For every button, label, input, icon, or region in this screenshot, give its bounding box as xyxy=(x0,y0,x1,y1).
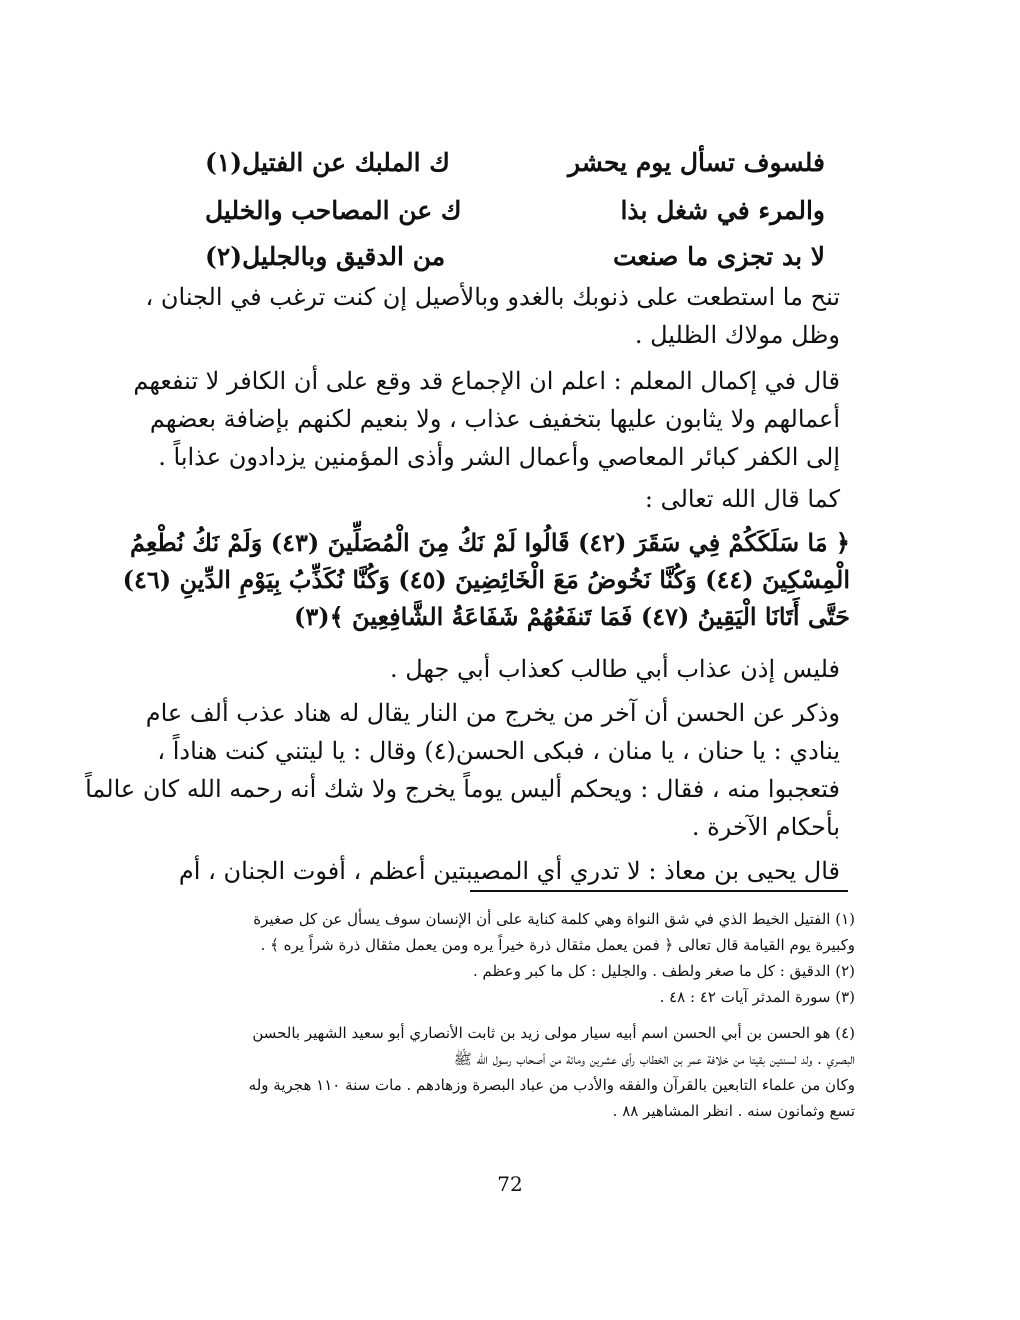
footnote-line: البصري . ولد لسنتين بقيتا من خلافة عمر بن الخطاب رأى عشرين ومائة من أصحاب رسول الله ﷺ xyxy=(453,1050,855,1068)
paragraph xyxy=(133,362,840,476)
footnote-line: (٣) سورة المدثر آيات ٤٢ : ٤٨ . xyxy=(659,988,855,1006)
footnote-4 xyxy=(150,1020,855,1124)
text-line: وظل مولاك الظليل . xyxy=(634,321,840,349)
text-line: كما قال الله تعالى : xyxy=(644,485,840,513)
paragraph xyxy=(150,852,840,890)
verse-second-hemistich: ك الملبك عن الفتيل(١) xyxy=(205,147,450,177)
verse-second-hemistich: ك عن المصاحب والخليل xyxy=(205,195,462,225)
page-number: 72 xyxy=(497,1172,523,1196)
quran-line: حَتَّى أَتَانَا الْيَقِينُ (٤٧) فَمَا تَنفَعُهُمْ شَفَاعَةُ الشَّافِعِينَ ﴾(٣) xyxy=(294,602,850,631)
text-line: إلى الكفر كبائر المعاصي وأعمال الشر وأذى المؤمنين يزدادون عذاباً . xyxy=(158,443,840,471)
poem-verse xyxy=(205,190,825,230)
verse-first-hemistich: لا بد تجزى ما صنعت xyxy=(613,241,825,271)
text-line: فليس إذن عذاب أبي طالب كعذاب أبي جهل . xyxy=(389,655,840,683)
text-line: قال يحيى بن معاذ : لا تدري أي المصيبتين أعظم ، أفوت الجنان ، أم xyxy=(178,857,840,885)
footnotes xyxy=(150,906,855,1010)
paragraph xyxy=(150,480,840,518)
verse-second-hemistich: من الدقيق وبالجليل(٢) xyxy=(205,241,446,271)
quran-quotation xyxy=(122,524,850,635)
footnote-line: تسع وثمانون سنه . انظر المشاهير ٨٨ . xyxy=(612,1102,855,1120)
text-line: ينادي : يا حنان ، يا منان ، فبكى الحسن(٤) وقال : يا ليتني كنت هناداً ، xyxy=(157,737,840,765)
text-line: وذكر عن الحسن أن آخر من يخرج من النار يقال له هناد عذب ألف عام xyxy=(145,699,840,727)
text-line: فتعجبوا منه ، فقال : ويحكم أليس يوماً يخرج ولا شك أنه رحمه الله كان عالماً xyxy=(85,775,840,803)
footnote-line: (١) الفتيل الخيط الذي في شق النواة وهي كلمة كناية على أن الإنسان سوف يسأل عن كل صغيرة xyxy=(253,910,855,928)
footnote-line: (٢) الدقيق : كل ما صغر ولطف . والجليل : كل ما كبر وعظم . xyxy=(472,962,855,980)
text-line: أعمالهم ولا يثابون عليها بتخفيف عذاب ، ولا بنعيم لكنهم بإضافة بعضهم xyxy=(149,405,840,433)
quran-line: ﴿ مَا سَلَكَكُمْ فِي سَقَرَ (٤٢) قَالُوا لَمْ نَكُ مِنَ الْمُصَلِّينَ (٤٣) وَلَمْ نَكُ نُطْعِمُ xyxy=(129,528,850,557)
poem-verse xyxy=(205,236,825,276)
poem-verse xyxy=(205,142,825,182)
text-line: قال في إكمال المعلم : اعلم ان الإجماع قد وقع على أن الكافر لا تنفعهم xyxy=(133,367,840,395)
verse-first-hemistich: والمرء في شغل بذا xyxy=(620,195,825,225)
quran-line: الْمِسْكِينَ (٤٤) وَكُنَّا نَخُوضُ مَعَ الْخَائِضِينَ (٤٥) وَكُنَّا نُكَذِّبُ بِيَوْمِ الدِّينِ (٤٦) xyxy=(122,565,850,594)
paragraph xyxy=(150,650,840,688)
text-line: تنح ما استطعت على ذنوبك بالغدو وبالأصيل إن كنت ترغب في الجنان ، xyxy=(145,283,840,311)
footnote-line: وكبيرة يوم القيامة قال تعالى ﴿ فمن يعمل مثقال ذرة خيراً يره ومن يعمل مثقال ذرة شراً يره ﴾ . xyxy=(260,936,855,954)
text-line: بأحكام الآخرة . xyxy=(691,813,840,841)
paragraph xyxy=(145,278,840,354)
footnote-separator xyxy=(470,890,848,892)
footnote-line: وكان من علماء التابعين بالقرآن والفقه والأدب من عباد البصرة وزهادهم . مات سنة ١١٠ هجرية وله xyxy=(248,1076,855,1094)
verse-first-hemistich: فلسوف تسأل يوم يحشر xyxy=(567,147,825,177)
paragraph xyxy=(85,694,840,846)
footnote-line: (٤) هو الحسن بن أبي الحسن اسم أبيه سيار مولى زيد بن ثابت الأنصاري أبو سعيد الشهير بالحسن xyxy=(252,1024,855,1042)
